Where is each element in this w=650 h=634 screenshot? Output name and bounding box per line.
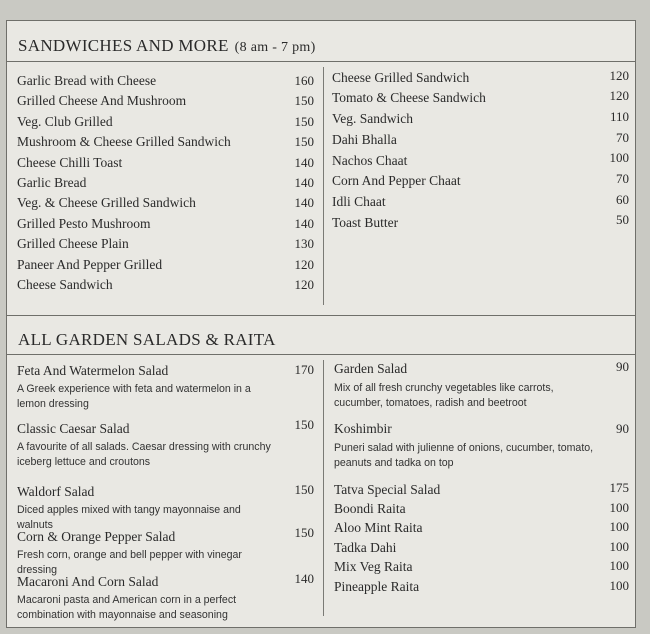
menu-item: Veg. Club Grilled [17, 114, 113, 129]
item-price: 120 [609, 88, 629, 103]
item-price: 120 [609, 68, 629, 83]
menu-item: Boondi Raita [334, 501, 406, 516]
item-price: 150 [294, 417, 314, 432]
sandwiches-timing: (8 am - 7 pm) [234, 40, 316, 55]
menu-item: Koshimbir [334, 421, 392, 436]
sandwiches-header [7, 21, 635, 62]
item-price: 50 [616, 212, 629, 227]
item-price: 100 [609, 500, 629, 515]
menu-item: Tadka Dahi [334, 540, 397, 555]
menu-item: Cheese Chilli Toast [17, 155, 123, 170]
item-price: 90 [616, 421, 629, 436]
menu-item: Macaroni And Corn Salad [17, 574, 159, 589]
item-price: 90 [616, 359, 629, 374]
item-price: 100 [609, 150, 629, 165]
item-price: 130 [294, 236, 314, 251]
menu-item: Tatva Special Salad [334, 482, 441, 497]
item-price: 100 [609, 558, 629, 573]
menu-item: Idli Chaat [332, 194, 386, 209]
menu-item: Tomato & Cheese Sandwich [332, 90, 486, 105]
menu-item: Pineapple Raita [334, 579, 420, 594]
item-price: 60 [616, 192, 629, 207]
item-price: 140 [294, 175, 314, 190]
menu-item: Cheese Grilled Sandwich [332, 70, 470, 85]
item-price: 160 [294, 73, 314, 88]
menu-item: Aloo Mint Raita [334, 520, 423, 535]
sandwiches-title: SANDWICHES AND MORE [18, 36, 229, 55]
item-price: 100 [609, 539, 629, 554]
item-price: 175 [609, 480, 629, 495]
section-title: ALL GARDEN SALADS & RAITA [18, 330, 276, 349]
column-divider [323, 67, 324, 305]
item-price: 150 [294, 525, 314, 540]
menu-item: Toast Butter [332, 215, 399, 230]
item-price: 150 [294, 482, 314, 497]
item-price: 70 [616, 171, 629, 186]
item-price: 150 [294, 93, 314, 108]
menu-item: Veg. & Cheese Grilled Sandwich [17, 195, 196, 210]
item-price: 140 [294, 195, 314, 210]
column-divider [323, 360, 324, 616]
item-description: Fresh corn, orange and bell pepper with vinegar dressing [17, 549, 242, 576]
menu-item: Nachos Chaat [332, 153, 408, 168]
item-description: A favourite of all salads. Caesar dressing with crunchy iceberg lettuce and croutons [17, 441, 271, 468]
item-price: 150 [294, 134, 314, 149]
menu-item: Waldorf Salad [17, 484, 95, 499]
item-price: 100 [609, 519, 629, 534]
item-price: 140 [294, 216, 314, 231]
menu-item: Paneer And Pepper Grilled [17, 257, 163, 272]
item-price: 140 [294, 155, 314, 170]
menu-item: Cheese Sandwich [17, 277, 113, 292]
item-price: 140 [294, 571, 314, 586]
item-description: Diced apples mixed with tangy mayonnaise and walnuts [17, 504, 241, 531]
menu-item: Grilled Pesto Mushroom [17, 216, 151, 231]
menu-item: Garden Salad [334, 361, 408, 376]
sandwiches-section [7, 21, 635, 315]
item-price: 100 [609, 578, 629, 593]
item-price: 110 [609, 109, 629, 124]
menu-item: Dahi Bhalla [332, 132, 397, 147]
menu-item: Garlic Bread [17, 175, 87, 190]
item-price: 120 [294, 257, 314, 272]
salads-header [7, 316, 635, 355]
menu-item: Veg. Sandwich [332, 111, 413, 126]
salads-section [7, 315, 635, 630]
menu-item: Grilled Cheese Plain [17, 236, 129, 251]
item-description: Macaroni pasta and American corn in a perfect combination with mayonnaise and seasoning [17, 594, 237, 621]
item-price: 120 [294, 277, 314, 292]
menu-item: Mushroom & Cheese Grilled Sandwich [17, 134, 231, 149]
item-price: 170 [294, 362, 314, 377]
menu-page [6, 20, 636, 628]
menu-item: Garlic Bread with Cheese [17, 73, 157, 88]
menu-item: Feta And Watermelon Salad [17, 363, 169, 378]
menu-item: Classic Caesar Salad [17, 421, 130, 436]
item-description: Mix of all fresh crunchy vegetables like carrots, cucumber, tomatoes, radish and beetroot [334, 382, 554, 409]
item-description: Puneri salad with julienne of onions, cucumber, tomato, peanuts and tadka on top [334, 442, 594, 469]
item-description: A Greek experience with feta and watermelon in a lemon dressing [17, 383, 251, 410]
section-title [18, 36, 316, 56]
menu-item: Mix Veg Raita [334, 559, 413, 574]
item-price: 150 [294, 114, 314, 129]
menu-item: Grilled Cheese And Mushroom [17, 93, 187, 108]
menu-item: Corn And Pepper Chaat [332, 173, 461, 188]
item-price: 70 [616, 130, 629, 145]
menu-item: Corn & Orange Pepper Salad [17, 529, 176, 544]
